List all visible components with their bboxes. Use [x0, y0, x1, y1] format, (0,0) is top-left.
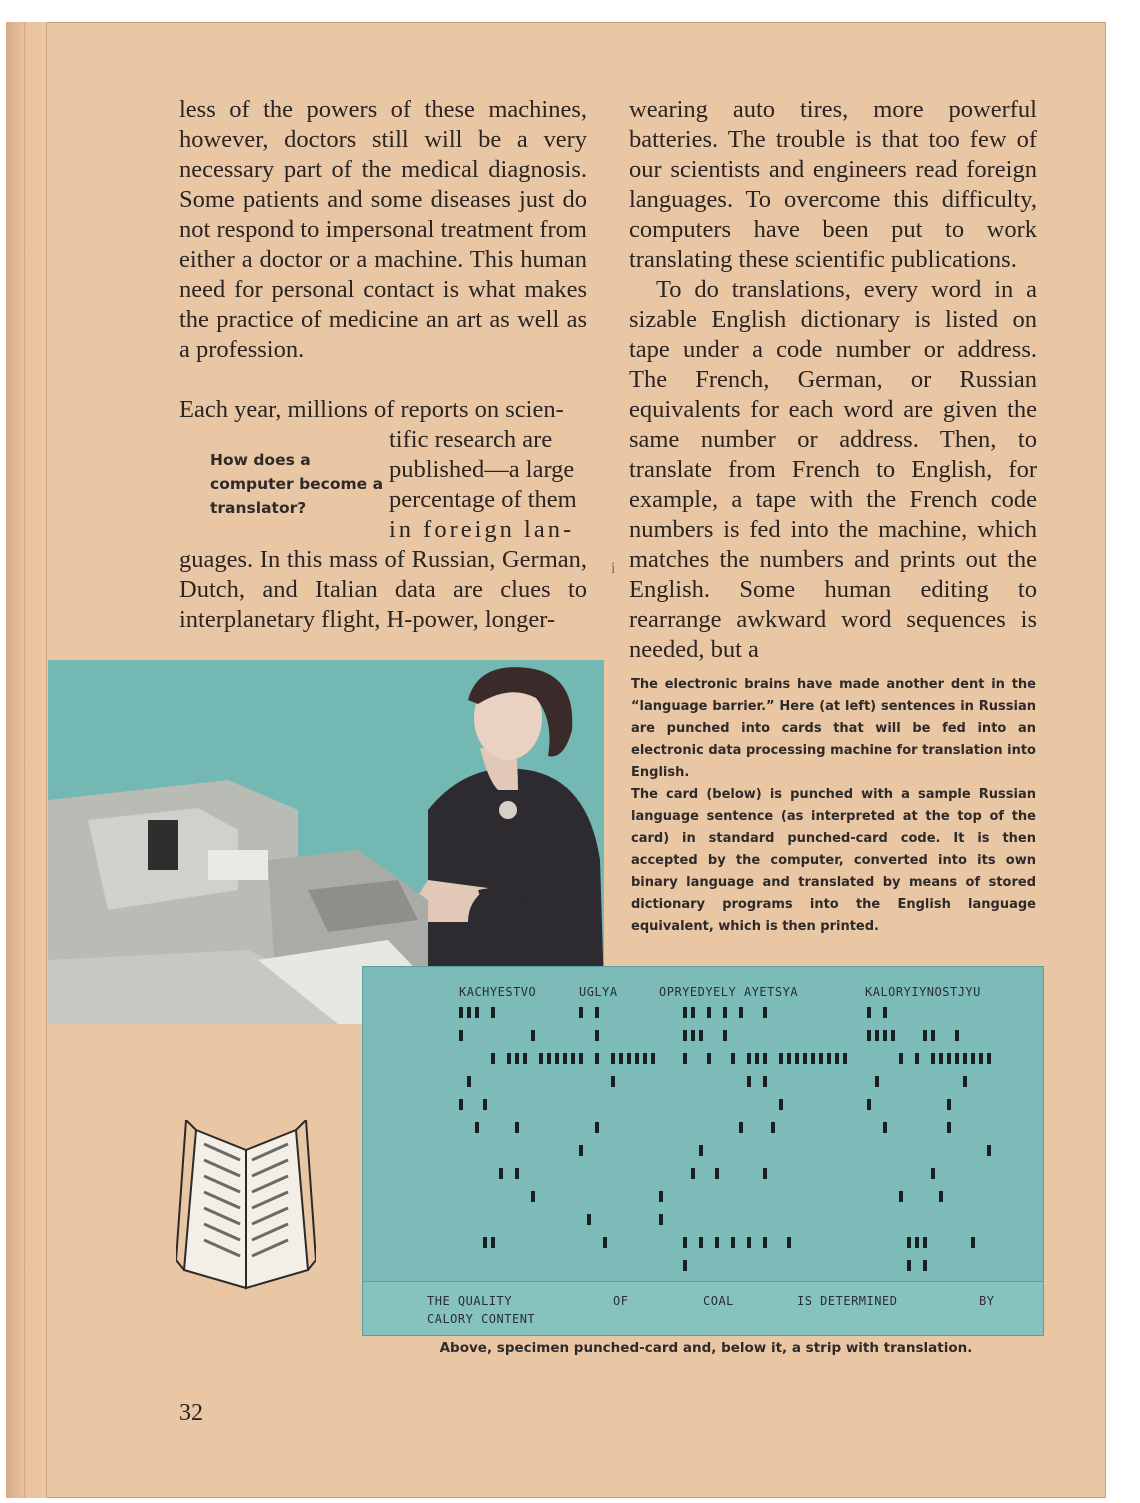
- card-hole: [539, 1053, 543, 1064]
- english-word-2: OF: [613, 1294, 629, 1308]
- card-hole: [779, 1099, 783, 1110]
- card-hole: [875, 1076, 879, 1087]
- photo-caption: [631, 674, 1036, 938]
- card-hole: [891, 1030, 895, 1041]
- right-paragraph-2: To do translations, every word in a sizable English dictionary is listed on tape under a code number or address. The French, German, or Russian equivalents for each word are given the same number or address. Then, to translate from French to English, for example, a tape with the French code numbers is fed into the machine, which matches the numbers and prints out the English. Some human editing to rearrange awkward word sequences is needed, but a: [629, 276, 1037, 663]
- card-hole: [483, 1099, 487, 1110]
- bottom-caption: Above, specimen punched-card and, below it, a strip with translation.: [439, 1340, 973, 1356]
- card-hole: [947, 1099, 951, 1110]
- card-hole: [547, 1053, 551, 1064]
- card-hole: [531, 1191, 535, 1202]
- card-hole: [787, 1053, 791, 1064]
- left-paragraph-2-wrap-3: percentage of them: [389, 486, 577, 513]
- card-hole: [595, 1030, 599, 1041]
- card-hole: [867, 1030, 871, 1041]
- card-hole: [691, 1168, 695, 1179]
- card-hole: [875, 1030, 879, 1041]
- card-hole: [915, 1053, 919, 1064]
- card-hole: [747, 1237, 751, 1248]
- card-hole: [595, 1007, 599, 1018]
- card-hole: [923, 1237, 927, 1248]
- card-hole: [651, 1053, 655, 1064]
- card-hole: [811, 1053, 815, 1064]
- russian-word-4: KALORYIYNOSTJYU: [865, 985, 981, 999]
- card-hole: [619, 1053, 623, 1064]
- card-hole: [611, 1076, 615, 1087]
- english-word-1: THE QUALITY: [427, 1294, 512, 1308]
- left-column: [179, 95, 587, 635]
- left-paragraph-2-rest: guages. In this mass of Russian, German, Dutch, and Italian data are clues to interplanetary flight, H-power, longer-: [179, 546, 587, 633]
- card-hole: [563, 1053, 567, 1064]
- card-hole: [715, 1237, 719, 1248]
- card-hole: [827, 1053, 831, 1064]
- card-hole: [731, 1237, 735, 1248]
- page-edge: [6, 22, 47, 1498]
- card-hole: [699, 1237, 703, 1248]
- card-holes: [363, 997, 1043, 1307]
- card-hole: [923, 1260, 927, 1271]
- card-hole: [475, 1122, 479, 1133]
- card-hole: [763, 1168, 767, 1179]
- card-hole: [595, 1122, 599, 1133]
- card-hole: [707, 1007, 711, 1018]
- card-hole: [659, 1191, 663, 1202]
- card-hole: [683, 1260, 687, 1271]
- card-hole: [699, 1030, 703, 1041]
- card-hole: [715, 1168, 719, 1179]
- card-hole: [923, 1030, 927, 1041]
- card-hole: [931, 1168, 935, 1179]
- card-hole: [515, 1053, 519, 1064]
- card-hole: [771, 1122, 775, 1133]
- card-hole: [739, 1122, 743, 1133]
- right-column: [629, 95, 1037, 665]
- stray-mark: i: [611, 560, 616, 577]
- card-hole: [459, 1030, 463, 1041]
- card-hole: [683, 1053, 687, 1064]
- card-hole: [899, 1191, 903, 1202]
- card-hole: [963, 1076, 967, 1087]
- card-hole: [683, 1030, 687, 1041]
- card-hole: [507, 1053, 511, 1064]
- card-hole: [747, 1076, 751, 1087]
- card-hole: [571, 1053, 575, 1064]
- card-hole: [707, 1053, 711, 1064]
- card-hole: [691, 1007, 695, 1018]
- card-hole: [867, 1007, 871, 1018]
- card-hole: [803, 1053, 807, 1064]
- english-word-5: BY: [979, 1294, 995, 1308]
- card-hole: [691, 1030, 695, 1041]
- card-hole: [899, 1053, 903, 1064]
- side-question-heading: How does a computer become a translator?: [210, 451, 384, 517]
- card-hole: [723, 1007, 727, 1018]
- card-hole: [531, 1030, 535, 1041]
- card-hole: [603, 1237, 607, 1248]
- card-hole: [459, 1007, 463, 1018]
- card-hole: [979, 1053, 983, 1064]
- english-word-6: CALORY CONTENT: [427, 1312, 536, 1326]
- card-hole: [611, 1053, 615, 1064]
- card-hole: [475, 1007, 479, 1018]
- card-hole: [843, 1053, 847, 1064]
- card-hole: [963, 1053, 967, 1064]
- card-hole: [467, 1007, 471, 1018]
- card-hole: [819, 1053, 823, 1064]
- card-hole: [491, 1237, 495, 1248]
- card-hole: [787, 1237, 791, 1248]
- translation-strip: [363, 1281, 1043, 1336]
- card-hole: [467, 1076, 471, 1087]
- page-edge-line: [24, 22, 25, 1498]
- card-hole: [683, 1237, 687, 1248]
- card-hole: [755, 1053, 759, 1064]
- card-hole: [731, 1053, 735, 1064]
- card-hole: [515, 1122, 519, 1133]
- card-hole: [883, 1122, 887, 1133]
- card-hole: [939, 1053, 943, 1064]
- magazine-page: [6, 22, 1106, 1498]
- card-hole: [587, 1214, 591, 1225]
- card-hole: [763, 1076, 767, 1087]
- card-hole: [683, 1007, 687, 1018]
- card-hole: [643, 1053, 647, 1064]
- left-paragraph-2-wrap-1: tific research are: [389, 426, 553, 453]
- card-hole: [867, 1099, 871, 1110]
- photo-caption-para-2: The card (below) is punched with a sample Russian language sentence (as interpreted at the top of the card) in standard punched-card code. It is then accepted by the computer, converted into its own binary language and translated by means of stored dictionary programs into the English language equivalent, which is then printed.: [631, 787, 1036, 934]
- card-hole: [763, 1237, 767, 1248]
- card-hole: [763, 1053, 767, 1064]
- card-hole: [747, 1053, 751, 1064]
- card-hole: [459, 1099, 463, 1110]
- card-hole: [907, 1237, 911, 1248]
- card-hole: [491, 1053, 495, 1064]
- card-hole: [483, 1237, 487, 1248]
- right-paragraph-1: wearing auto tires, more powerful batteries. The trouble is that too few of our scientists and engineers read foreign languages. To overcome this difficulty, computers have been put to work translating these scientific publications.: [629, 96, 1037, 273]
- card-hole: [955, 1053, 959, 1064]
- card-hole: [595, 1053, 599, 1064]
- card-hole: [723, 1030, 727, 1041]
- card-hole: [499, 1168, 503, 1179]
- card-hole: [491, 1007, 495, 1018]
- card-hole: [763, 1007, 767, 1018]
- card-hole: [939, 1191, 943, 1202]
- card-hole: [579, 1007, 583, 1018]
- card-hole: [699, 1145, 703, 1156]
- left-paragraph-1: less of the powers of these machines, however, doctors still will be a very necessary part of the medical diagnosis. Some patients and some diseases just do not respond to impersonal treatment from either a doctor or a machine. This human need for personal contact is what makes the practice of medicine an art as well as a profession.: [179, 96, 587, 363]
- card-hole: [931, 1053, 935, 1064]
- card-hole: [555, 1053, 559, 1064]
- card-hole: [835, 1053, 839, 1064]
- card-hole: [579, 1053, 583, 1064]
- card-hole: [523, 1053, 527, 1064]
- page-number: 32: [179, 1400, 203, 1426]
- card-hole: [971, 1053, 975, 1064]
- card-hole: [795, 1053, 799, 1064]
- russian-word-3: OPRYEDYELY AYETSYA: [659, 985, 799, 999]
- card-hole: [987, 1053, 991, 1064]
- card-hole: [635, 1053, 639, 1064]
- left-paragraph-2-wrap-4: in foreign lan-: [389, 516, 575, 543]
- card-hole: [907, 1260, 911, 1271]
- russian-word-1: KACHYESTVO: [459, 985, 537, 999]
- card-hole: [987, 1145, 991, 1156]
- card-hole: [915, 1237, 919, 1248]
- russian-word-2: UGLYA: [579, 985, 618, 999]
- card-hole: [971, 1237, 975, 1248]
- card-hole: [931, 1030, 935, 1041]
- card-hole: [515, 1168, 519, 1179]
- left-paragraph-2-lead: Each year, millions of reports on scien-: [179, 396, 564, 423]
- card-hole: [627, 1053, 631, 1064]
- card-hole: [883, 1030, 887, 1041]
- english-word-3: COAL: [703, 1294, 734, 1308]
- open-book-icon: [176, 1120, 316, 1290]
- punched-card: [362, 966, 1044, 1336]
- photo-caption-para-1: The electronic brains have made another dent in the “language barrier.” Here (at left) sentences in Russian are punched into cards that will be fed into an electronic data processing machine for translation into English.: [631, 677, 1036, 780]
- card-hole: [659, 1214, 663, 1225]
- card-hole: [883, 1007, 887, 1018]
- card-hole: [947, 1053, 951, 1064]
- card-hole: [947, 1122, 951, 1133]
- english-word-4: IS DETERMINED: [797, 1294, 898, 1308]
- left-paragraph-2-wrap-2: published—a large: [389, 456, 575, 483]
- card-hole: [955, 1030, 959, 1041]
- card-hole: [779, 1053, 783, 1064]
- card-hole: [579, 1145, 583, 1156]
- card-hole: [739, 1007, 743, 1018]
